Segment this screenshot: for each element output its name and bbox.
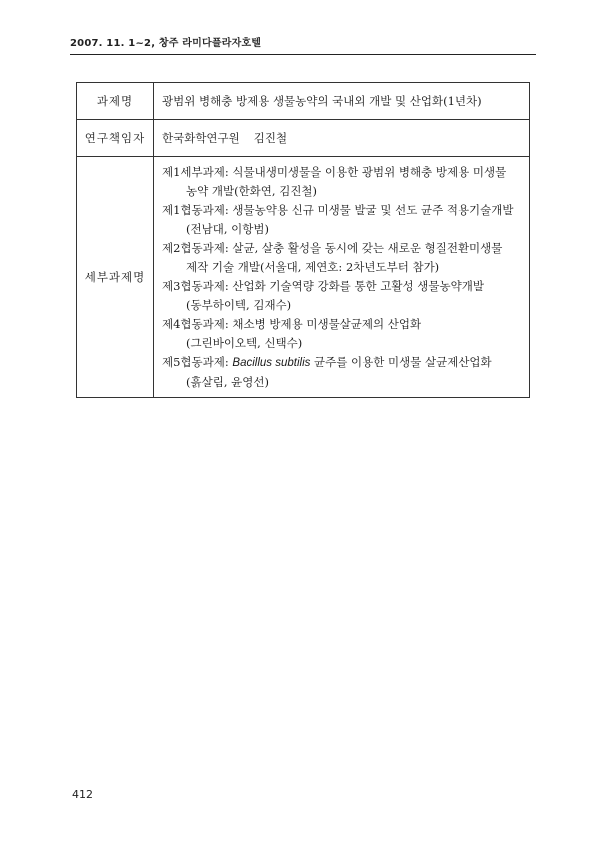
subtask-line2: 농약 개발(한화연, 김진철) [186, 183, 318, 198]
investigator-name: 김진철 [253, 131, 288, 145]
subtask-line2: (동부하이텍, 김재수) [186, 297, 292, 312]
subtask-line1: 제1세부과제: 식물내생미생물을 이용한 광범위 병해충 방제용 미생물 [162, 164, 507, 179]
running-header: 2007. 11. 1~2, 창주 라미다플라자호텔 [70, 38, 262, 49]
principal-investigator-value [154, 120, 530, 157]
subtask-item [162, 201, 528, 239]
species-name: Bacillus subtilis [232, 356, 311, 369]
project-title-label: 과제명 [77, 83, 154, 120]
subtask-suffix: 균주를 이용한 미생물 살균제산업화 [310, 354, 492, 369]
subtask-line1: 제4협동과제: 채소병 방제용 미생물살균제의 산업화 [162, 316, 422, 331]
principal-investigator-row [77, 120, 530, 157]
subtask-item [162, 315, 528, 353]
subtasks-row [77, 157, 530, 398]
subtask-line2: (전남대, 이항범) [186, 221, 269, 236]
subtask-line1 [162, 353, 528, 373]
subtask-line1: 제2협동과제: 살균, 살충 활성을 동시에 갖는 새로운 형질전환미생물 [162, 240, 503, 255]
page-number: 412 [72, 788, 93, 801]
subtasks-value [154, 157, 530, 398]
project-title-value: 광범위 병해충 방제용 생물농약의 국내외 개발 및 산업화(1년차) [154, 83, 530, 120]
subtask-item [162, 163, 528, 201]
subtask-item [162, 353, 528, 392]
subtask-prefix: 제5협동과제: [162, 354, 233, 369]
project-title-row [77, 83, 530, 120]
subtask-line2: (흙살림, 윤영선) [186, 374, 269, 389]
subtask-item [162, 277, 528, 315]
subtask-line2: (그린바이오텍, 신택수) [186, 335, 303, 350]
principal-investigator-label: 연구책임자 [77, 120, 154, 157]
subtask-item [162, 239, 528, 277]
project-info-table [76, 82, 530, 398]
header-rule [70, 54, 536, 55]
subtask-line2: 제작 기술 개발(서울대, 제연호: 2차년도부터 참가) [186, 259, 440, 274]
subtask-line1: 제3협동과제: 산업화 기술역량 강화를 통한 고활성 생물농약개발 [162, 278, 484, 293]
subtask-line1: 제1협동과제: 생물농약용 신규 미생물 발굴 및 선도 균주 적용기술개발 [162, 202, 514, 217]
subtasks-label: 세부과제명 [77, 157, 154, 398]
subtask-list [162, 163, 528, 392]
investigator-organization: 한국화학연구원 [162, 131, 240, 145]
